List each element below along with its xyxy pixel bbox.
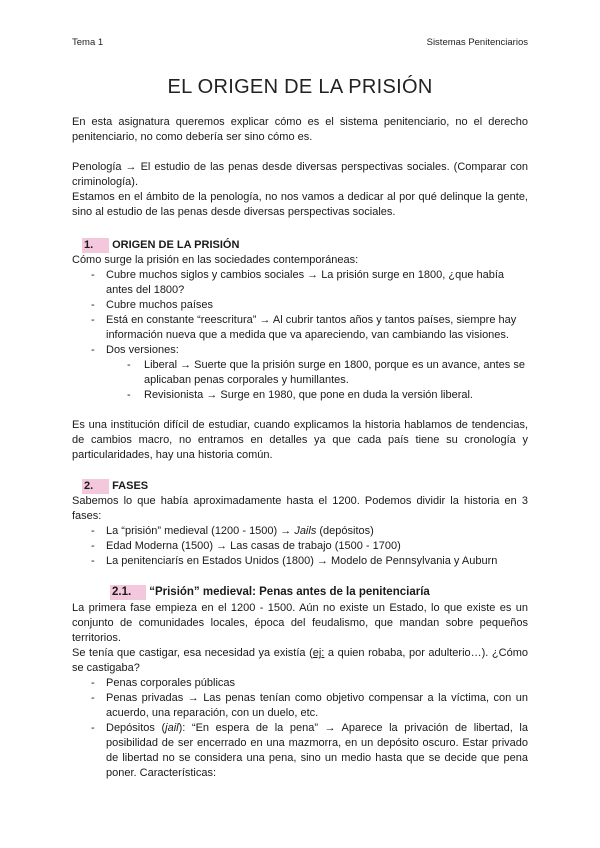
list-item-label: Dos versiones:	[106, 344, 179, 356]
section-2-1-number: 2.1.	[110, 585, 146, 600]
section-1-lead: Cómo surge la prisión en las sociedades contemporáneas:	[72, 254, 359, 266]
list-item	[72, 343, 528, 403]
punishments-list	[72, 676, 528, 781]
section-2-1-title: “Prisión” medieval: Penas antes de la penitenciaría	[149, 586, 430, 598]
phase-1-suffix: (depósitos)	[316, 525, 374, 537]
list-item	[72, 721, 528, 781]
section-1-number: 1.	[82, 238, 109, 253]
section-2-1-paragraph-2	[72, 646, 528, 676]
p2-suffix: a quien robaba, por adulterio…). ¿Cómo se castigaba?	[72, 647, 528, 674]
phase-1-italic: Jails	[294, 525, 317, 537]
versions-list	[106, 358, 528, 403]
section-1-list	[72, 268, 528, 403]
penologia-paragraph: Penología → El estudio de las penas desde diversas perspectivas sociales. (Comparar con criminología).	[72, 161, 528, 188]
list-item: - La penitenciarís en Estados Unidos (1800) → Modelo de Pennsylvania y Auburn	[72, 554, 528, 569]
list-item: - Revisionista → Surge en 1980, que pone en duda la versión liberal.	[106, 388, 528, 403]
p2-prefix: Se tenía que castigar, esa necesidad ya existía (	[72, 647, 313, 659]
section-2-1-heading	[110, 585, 528, 601]
section-1-closing: Es una institución difícil de estudiar, cuando explicamos la historia hablamos de tendencias, de cambios macro, no entramos en detalles ya que cada país tiene su cronología y particularidades, hay una historia común.	[72, 419, 528, 461]
page-title: EL ORIGEN DE LA PRISIÓN	[167, 76, 433, 98]
item3-italic: jail	[165, 722, 179, 734]
section-2-title: FASES	[112, 480, 149, 492]
item3-prefix: Depósitos (	[106, 722, 166, 734]
section-2-heading	[82, 479, 528, 494]
list-item: - Cubre muchos países	[72, 298, 528, 313]
list-item: - Liberal → Suerte que la prisión surge en 1800, porque es un avance, antes se aplicaban penas corporales y humillantes.	[106, 358, 528, 388]
section-2-1-paragraph-1: La primera fase empieza en el 1200 - 1500. Aún no existe un Estado, lo que existe es un conjunto de comunidades locales, época del feudalismo, que mandan sobre pequeños territorios.	[72, 602, 528, 644]
document-body	[72, 115, 528, 781]
item3-suffix: ): “En espera de la pena” → Aparece la privación de libertad, la posibilidad de ser encerrado en una mazmorra, en un depósito oscuro. Estar privado de libertad no se considera una pena, sino un medio hasta que se decide que pena poner. Características:	[106, 722, 528, 779]
header-right: Sistemas Penitenciarios	[426, 37, 528, 48]
header-left: Tema 1	[72, 37, 104, 48]
list-item: - Está en constante “reescritura” → Al cubrir tantos años y tantos países, siempre hay información nueva que a medida que va apareciendo, van cambiando las visiones.	[72, 313, 528, 343]
list-item	[72, 524, 528, 539]
list-item: - Cubre muchos siglos y cambios sociales → La prisión surge en 1800, ¿que había antes del 1800?	[72, 268, 528, 298]
p2-example-abbr: ej:	[312, 647, 325, 659]
phase-1-text: La “prisión” medieval (1200 - 1500) →	[106, 525, 295, 537]
section-1-heading	[82, 238, 528, 253]
list-item: - Edad Moderna (1500) → Las casas de trabajo (1500 - 1700)	[72, 539, 528, 554]
section-2-lead: Sabemos lo que había aproximadamente hasta el 1200. Podemos dividir la historia en 3 fases:	[72, 495, 528, 522]
section-1-title: ORIGEN DE LA PRISIÓN	[112, 239, 240, 251]
section-2-number: 2.	[82, 479, 109, 494]
phases-list	[72, 524, 528, 569]
intro-paragraph: En esta asignatura queremos explicar cómo es el sistema penitenciario, no el derecho penitenciario, no como debería ser sino cómo es.	[72, 116, 528, 143]
ambito-paragraph: Estamos en el ámbito de la penología, no nos vamos a dedicar al por qué delinque la gente, sino al estudio de las penas desde diversas perspectivas sociales.	[72, 191, 528, 218]
list-item: - Penas corporales públicas	[72, 676, 528, 691]
list-item: - Penas privadas → Las penas tenían como objetivo compensar a la víctima, con un acuerdo, una reparación, con un duelo, etc.	[72, 691, 528, 721]
